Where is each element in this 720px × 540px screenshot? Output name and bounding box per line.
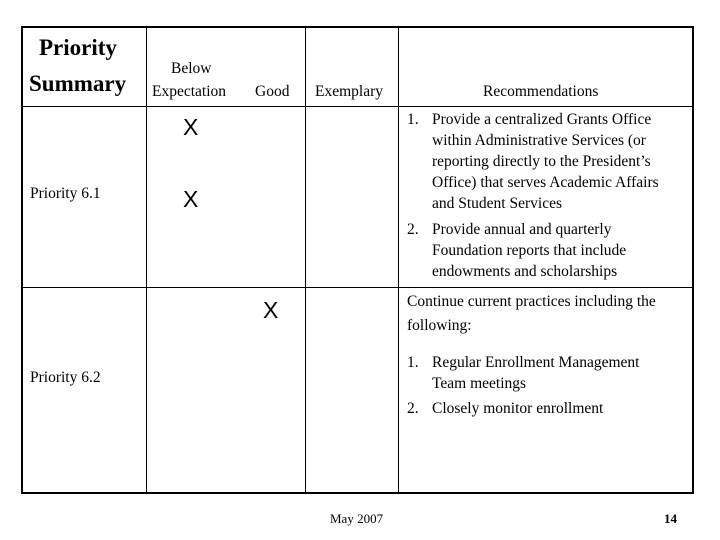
table-title-line2: Summary xyxy=(29,71,127,96)
header-below: Below xyxy=(171,60,212,77)
header-good: Good xyxy=(255,83,290,100)
item-number: 1. xyxy=(407,111,419,128)
recommendation-list xyxy=(407,109,692,282)
recommendation-line: Closely monitor enrollment xyxy=(432,400,604,417)
header-expectation: Expectation xyxy=(152,83,227,100)
item-number: 2. xyxy=(407,400,419,417)
row-label-priority-6-1: Priority 6.1 xyxy=(30,185,101,202)
header-exemplary: Exemplary xyxy=(315,83,384,100)
row-divider xyxy=(23,106,692,107)
recommendation-line: endowments and scholarships xyxy=(432,263,618,280)
recommendation-line: Regular Enrollment Management xyxy=(432,354,640,371)
recommendation-item xyxy=(407,398,692,419)
footer-date: May 2007 xyxy=(330,511,384,526)
intro-line: following: xyxy=(407,317,472,334)
column-divider xyxy=(146,28,147,492)
recommendation-item xyxy=(407,109,692,214)
recommendation-line: Office) that serves Academic Affairs xyxy=(432,174,659,191)
row-label-priority-6-2: Priority 6.2 xyxy=(30,369,101,386)
below-expectation-mark: X xyxy=(183,114,199,140)
recommendation-line: Provide a centralized Grants Office xyxy=(432,111,652,128)
below-expectation-mark: X xyxy=(183,186,199,212)
recommendation-line: reporting directly to the President’s xyxy=(432,153,651,170)
page-number: 14 xyxy=(664,511,677,526)
recommendation-line: Team meetings xyxy=(432,375,527,392)
recommendation-item xyxy=(407,352,692,394)
row-divider xyxy=(23,287,692,288)
priority-summary-table xyxy=(21,26,694,494)
recommendation-line: Provide annual and quarterly xyxy=(432,221,612,238)
table-title-line1: Priority xyxy=(39,35,117,60)
good-mark: X xyxy=(263,297,279,323)
recommendation-list xyxy=(407,352,692,419)
header-recommendations: Recommendations xyxy=(483,83,599,100)
recommendation-line: and Student Services xyxy=(432,195,563,212)
recommendation-line: Foundation reports that include xyxy=(432,242,627,259)
recommendation-item xyxy=(407,219,692,282)
recommendation-intro xyxy=(407,290,692,338)
item-number: 2. xyxy=(407,221,419,238)
item-number: 1. xyxy=(407,354,419,371)
column-divider xyxy=(305,28,306,492)
column-divider xyxy=(398,28,399,492)
recommendation-line: within Administrative Services (or xyxy=(432,132,646,149)
intro-line: Continue current practices including the xyxy=(407,293,656,310)
